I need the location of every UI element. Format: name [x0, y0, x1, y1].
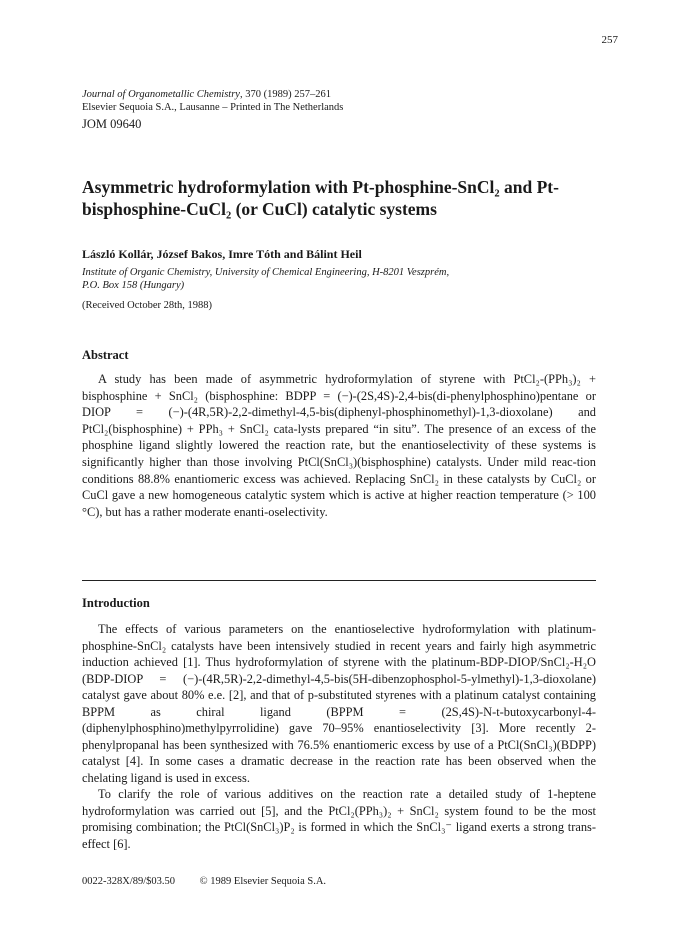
introduction-heading: Introduction: [82, 596, 150, 610]
page-footer: [82, 876, 348, 887]
affiliation-line-1: Institute of Organic Chemistry, University of Chemical Engineering, H-8201 Veszprém,: [82, 267, 450, 278]
introduction-body: [82, 621, 596, 852]
intro-paragraph-2: To clarify the role of various additives on the reaction rate a detailed study of 1-heptene hydroformylation was carried out [5], and the PtCl₂(PPh₃)₂ + SnCl₂ system found to be the most promising combination; the PtCl(SnCl₃)P₂ is formed in which the SnCl₃⁻ ligand exerts a strong trans-effect [6].: [82, 787, 596, 851]
abstract-text: A study has been made of asymmetric hydroformylation of styrene with PtCl₂-(PPh₃)₂ + bisphosphine + SnCl₂ (bisphosphine: BDPP = (−)-(2S,4S)-2,4-bis(di-phenylphosphino)pentane or DIOP = (−)-(4R,5R)-2,2-dimethyl-4,5-bis(diphenyl-phosphinomethyl)-1,3-dioxolane) and PtCl₂(bisphosphine) + PPh₃ + SnCl₂ cata-lysts prepared “in situ”. The presence of an excess of the phosphine ligand slightly lowered the reaction rate, but the enantioselectivity of these systems is significantly higher than those involving PtCl(SnCl₃)(bisphosphine) catalysts. Under mild reac-tion conditions 88.8% enantiomeric excess was achieved. Replacing SnCl₂ in these catalysts by CuCl₂ or CuCl gave a new homogeneous catalytic system which is active at higher reaction temperature (> 100 °C), but has a rather moderate enanti-oselectivity.: [82, 372, 596, 519]
affiliation: [82, 266, 449, 292]
jom-id: JOM 09640: [82, 117, 142, 131]
footer-copyright: © 1989 Elsevier Sequoia S.A.: [199, 876, 327, 887]
journal-volume: , 370 (1989) 257–261: [239, 89, 331, 100]
paper-title: Asymmetric hydroformylation with Pt-phosphine-SnCl₂ and Pt-bisphosphine-CuCl₂ (or CuCl) catalytic systems: [82, 177, 559, 219]
journal-name: Journal of Organometallic Chemistry: [82, 89, 240, 100]
received-date: (Received October 28th, 1988): [82, 300, 213, 311]
footer-code: 0022-328X/89/$03.50: [82, 876, 176, 887]
page-number: 257: [601, 34, 618, 46]
authors: László Kollár, József Bakos, Imre Tóth and Bálint Heil: [82, 247, 362, 261]
section-divider: [82, 580, 596, 581]
intro-paragraph-1: The effects of various parameters on the enantioselective hydroformylation with platinum-phosphine-SnCl₂ catalysts have been intensively studied in recent years and fairly high asymmetric induction achieved [1]. Thus hydroformylation of styrene with the platinum-BDP-DIOP/SnCl₂-H₂O (BDP-DIOP = (−)-(4R,5R)-2,2-dimethyl-4,5-bis(5H-dibenzophosphol-5-ylmethyl)-1,3-dioxolane) catalyst gave about 80% e.e. [2], and that of p-substituted styrenes with a platinum catalyst containing BPPM as chiral ligand (BPPM = (2S,4S)-N-t-butoxycarbonyl-4-(diphenylphosphino)methylpyrrolidine) gave 70–95% enantioselectivity [3]. More recently 2-phenylpropanal has been synthesized with 76.5% enantiomeric excess by use of a PtCl(SnCl₃)(BDPP) catalyst [4]. In some cases a dramatic decrease in the reaction rate has been observed when the chelating ligand is used in excess.: [82, 622, 596, 785]
affiliation-line-2: P.O. Box 158 (Hungary): [82, 280, 185, 291]
abstract-heading: Abstract: [82, 348, 129, 362]
publisher-line: Elsevier Sequoia S.A., Lausanne – Printed in The Netherlands: [82, 102, 344, 113]
journal-info: [82, 88, 343, 114]
journal-citation: [82, 88, 343, 101]
